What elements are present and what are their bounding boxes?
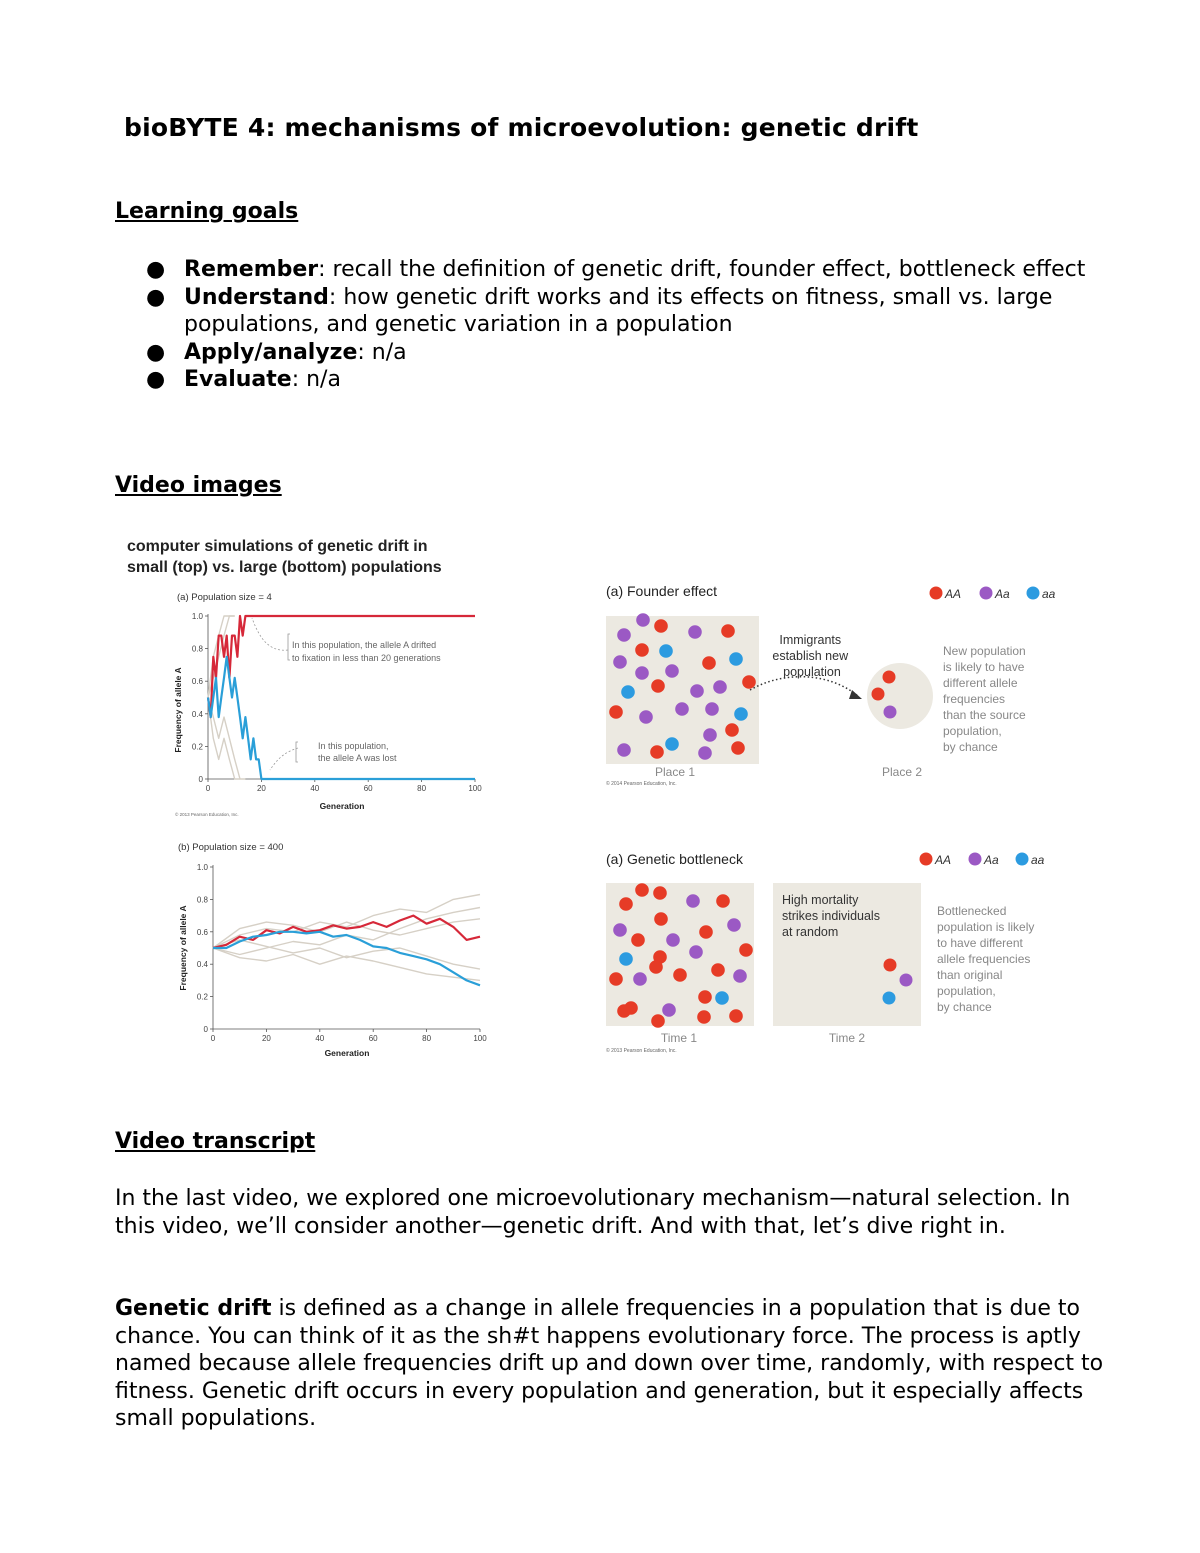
allele-dot [650, 745, 664, 759]
arrowhead-icon [849, 690, 862, 699]
allele-dot [686, 894, 700, 908]
goal-label: Remember [184, 257, 319, 282]
allele-dot [635, 883, 649, 897]
document-title: bioBYTE 4: mechanisms of microevolution: genetic drift [124, 113, 919, 142]
x-tick-label: 0 [210, 1034, 216, 1043]
allele-dot [635, 666, 649, 680]
x-tick-label: 60 [363, 784, 373, 793]
video-images-heading: Video images [115, 473, 282, 498]
allele-dot [659, 644, 673, 658]
allele-dot [715, 991, 729, 1005]
y-tick-label: 0 [198, 775, 203, 784]
x-tick-label: 100 [468, 784, 482, 793]
x-tick-label: 20 [256, 784, 266, 793]
allele-dot [739, 943, 753, 957]
list-item [115, 339, 1105, 367]
allele-dot [703, 728, 717, 742]
goal-label: Apply/analyze [184, 339, 358, 365]
allele-dot [729, 652, 743, 666]
allele-dot [617, 628, 631, 642]
allele-dot [716, 894, 730, 908]
video-transcript-heading: Video transcript [115, 1129, 316, 1154]
genotype-legend [930, 587, 1056, 602]
bottleneck-note: Bottlenecked population is likely to have different allele frequencies than original population, by chance [937, 904, 1035, 1014]
allele-dot [662, 1003, 676, 1017]
allele-dot [621, 685, 635, 699]
allele-dot [651, 1014, 665, 1028]
chart-a-xlabel: Generation [319, 801, 365, 811]
list-item [115, 366, 1105, 394]
allele-dot [631, 933, 645, 947]
x-tick-label: 60 [368, 1034, 378, 1043]
allele-dot [654, 912, 668, 926]
legend-Aa-dot [969, 853, 982, 866]
allele-dot [713, 680, 727, 694]
allele-dot [619, 897, 633, 911]
bullet-icon: ● [146, 284, 166, 310]
allele-dot [711, 963, 725, 977]
legend-AA-dot [920, 853, 933, 866]
y-tick-label: 0.4 [196, 960, 208, 970]
place2-label: Place 2 [881, 765, 923, 779]
x-tick-label: 20 [261, 1034, 271, 1043]
allele-dot [636, 613, 650, 627]
migration-arrow [750, 677, 858, 696]
allele-dot [742, 675, 756, 689]
annotation-fixed-line2: to fixation in less than 20 generations [292, 653, 441, 663]
allele-dot [883, 671, 896, 684]
annotation-bracket [296, 742, 298, 762]
learning-goals-list [115, 256, 1105, 394]
allele-dot [705, 702, 719, 716]
annotation-lost-line1: In this population, [318, 741, 389, 751]
bottleneck-panel [600, 845, 1070, 1060]
allele-dot [883, 992, 896, 1005]
chart-b-plot [197, 863, 487, 1043]
legend-Aa-dot [980, 587, 993, 600]
allele-dot [727, 918, 741, 932]
allele-dot [673, 968, 687, 982]
founder-effect-panel [600, 578, 1070, 793]
goal-label: Understand [184, 284, 329, 310]
allele-dot [697, 1010, 711, 1024]
legend-Aa-label: Aa [995, 587, 1010, 601]
allele-dot [609, 705, 623, 719]
x-tick-label: 40 [315, 1034, 325, 1043]
allele-dot [665, 664, 679, 678]
x-tick-label: 80 [417, 784, 427, 793]
allele-dot [609, 972, 623, 986]
mortality-text: High mortality strikes individuals at random [782, 893, 880, 939]
allele-dot [665, 737, 679, 751]
y-tick-label: 0 [203, 1025, 208, 1034]
y-tick-label: 0.4 [191, 709, 203, 719]
chart-a-ylabel: Frequency of allele A [173, 667, 183, 753]
legend-AA-dot [930, 587, 943, 600]
allele-dot [639, 710, 653, 724]
allele-dot [721, 624, 735, 638]
allele-dot [651, 679, 665, 693]
legend-aa-dot [1027, 587, 1040, 600]
learning-goals-heading: Learning goals [115, 199, 299, 224]
place1-label: Place 1 [654, 765, 696, 779]
allele-dot [698, 990, 712, 1004]
allele-dot [613, 655, 627, 669]
sim-title-line1: computer simulations of genetic drift in [127, 538, 428, 555]
y-tick-label: 0.6 [196, 927, 208, 937]
allele-dot [666, 933, 680, 947]
bullet-icon: ● [146, 367, 166, 392]
y-tick-label: 0.2 [191, 742, 203, 752]
allele-dot [698, 746, 712, 760]
bottleneck-copyright: © 2013 Pearson Education, Inc. [606, 1048, 677, 1054]
legend-Aa-label: Aa [984, 853, 999, 867]
sim-title-line2: small (top) vs. large (bottom) populations [127, 559, 442, 576]
y-tick-label: 1.0 [196, 863, 208, 872]
goal-text: : n/a [357, 339, 407, 365]
annotation-bracket [288, 634, 290, 660]
allele-dot [689, 945, 703, 959]
series-line-grey-2 [213, 908, 480, 955]
y-tick-label: 0.8 [196, 895, 208, 905]
legend-AA-label: AA [945, 587, 962, 601]
founder-note: New population is likely to have different allele frequencies than the source population, by chance [943, 644, 1026, 754]
legend-aa-dot [1016, 853, 1029, 866]
allele-dot [731, 741, 745, 755]
goal-text: : n/a [291, 367, 341, 392]
bullet-icon: ● [146, 339, 166, 365]
allele-dot [702, 656, 716, 670]
x-tick-label: 80 [422, 1034, 432, 1043]
goal-text: : how genetic drift works and its effects on fitness, small vs. large populations, and genetic variation in a population [184, 284, 1053, 337]
legend-aa-label: aa [1031, 853, 1045, 867]
chart-b-title: (b) Population size = 400 [178, 842, 284, 853]
transcript-paragraph-2-text: is defined as a change in allele frequencies in a population that is due to chance. You can think of it as the sh#t happens evolutionary force. The process is aptly named because allele frequencies drift up and down over time, randomly, with respect to fitness. Genetic drift occurs in every population and generation, but it especially affects small populations. [115, 1296, 1104, 1431]
allele-dot [690, 684, 704, 698]
allele-dot [884, 706, 897, 719]
allele-dot [725, 723, 739, 737]
allele-dot [729, 1009, 743, 1023]
allele-dot [635, 643, 649, 657]
allele-dot [653, 886, 667, 900]
allele-dot [613, 923, 627, 937]
drift-simulation-figure [120, 530, 510, 1065]
allele-dot [688, 625, 702, 639]
allele-dot [619, 952, 633, 966]
chart-b-xlabel: Generation [324, 1048, 370, 1058]
legend-aa-label: aa [1042, 587, 1056, 601]
x-tick-label: 0 [205, 784, 211, 793]
y-tick-label: 0.6 [191, 677, 203, 687]
allele-dot [884, 959, 897, 972]
sim-copyright: © 2013 Pearson Education, Inc. [175, 812, 239, 817]
allele-dot [872, 688, 885, 701]
bottleneck-title: (a) Genetic bottleneck [606, 851, 743, 867]
allele-dot [654, 619, 668, 633]
list-item [115, 256, 1105, 284]
y-tick-label: 0.2 [196, 992, 208, 1002]
genetic-drift-term: Genetic drift [115, 1296, 272, 1321]
allele-dot [617, 1004, 631, 1018]
series-line-grey-2 [208, 698, 240, 780]
goal-label: Evaluate [184, 367, 292, 392]
x-tick-label: 100 [473, 1034, 487, 1043]
chart-b-ylabel: Frequency of allele A [178, 905, 188, 991]
allele-dot [900, 974, 913, 987]
transcript-paragraph-2 [115, 1295, 1105, 1433]
transcript-paragraph-1: In the last video, we explored one microevolutionary mechanism—natural selection. In this video, we’ll consider another—genetic drift. And with that, let’s dive right in. [115, 1186, 1071, 1239]
allele-dot [649, 960, 663, 974]
founder-title: (a) Founder effect [606, 583, 718, 599]
y-tick-label: 1.0 [191, 612, 203, 621]
allele-dot [733, 969, 747, 983]
allele-dot [734, 707, 748, 721]
allele-dot [617, 743, 631, 757]
series-line-fixed-red- [208, 616, 475, 717]
time1-label: Time 1 [660, 1031, 698, 1045]
y-tick-label: 0.8 [191, 644, 203, 654]
x-tick-label: 40 [310, 784, 320, 793]
goal-text: : recall the definition of genetic drift, founder effect, bottleneck effect [318, 257, 1086, 282]
annotation-arrow [270, 748, 298, 770]
time2-label: Time 2 [828, 1031, 866, 1045]
allele-dot [633, 972, 647, 986]
list-item [115, 284, 1105, 339]
chart-a-title: (a) Population size = 4 [177, 592, 272, 603]
allele-dot [675, 702, 689, 716]
annotation-arrow [252, 618, 288, 650]
genotype-legend [920, 853, 1045, 868]
allele-dot [699, 925, 713, 939]
bullet-icon: ● [146, 257, 166, 282]
annotation-fixed-line1: In this population, the allele A drifted [292, 640, 437, 650]
arrow-label: Immigrants establish new population [772, 633, 849, 679]
legend-AA-label: AA [935, 853, 952, 867]
founder-copyright: © 2014 Pearson Education, Inc. [606, 781, 677, 787]
annotation-lost-line2: the allele A was lost [318, 753, 397, 763]
